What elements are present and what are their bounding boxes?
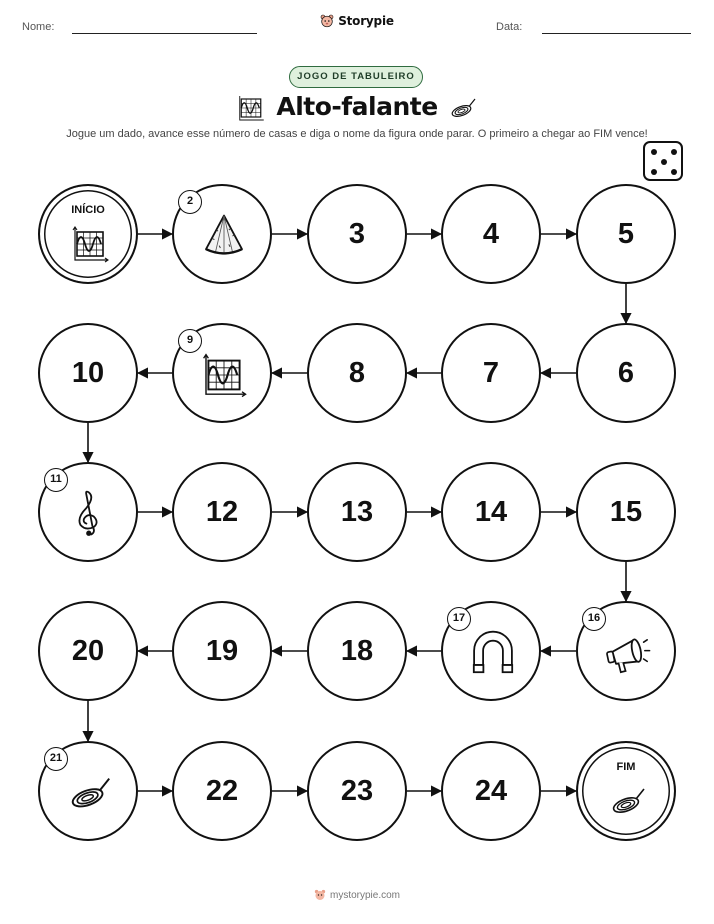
space-number: 4 (482, 217, 500, 250)
space-number-badge: 17 (447, 607, 471, 631)
board-space (38, 323, 138, 423)
board-space (441, 741, 541, 841)
space-number: 13 (340, 495, 374, 528)
board-space (307, 601, 407, 701)
board-space (38, 741, 138, 841)
space-number: 8 (348, 356, 366, 389)
space-number-badge: 9 (178, 329, 202, 353)
page-title: Alto-falante (276, 92, 438, 121)
board-space (307, 184, 407, 284)
footer-site: mystorypie.com (329, 889, 400, 901)
board-space (576, 323, 676, 423)
board-space (576, 462, 676, 562)
brand-name: Storypie (338, 14, 394, 28)
space-number: 10 (71, 356, 105, 389)
space-number-badge: 11 (44, 468, 68, 492)
start-space (38, 184, 138, 284)
space-number-badge: 16 (582, 607, 606, 631)
magnet-icon (469, 629, 517, 682)
treble-clef-icon (66, 490, 114, 543)
space-number: 18 (340, 634, 374, 667)
board-space (172, 184, 272, 284)
space-number: 22 (205, 774, 239, 807)
board-space (38, 601, 138, 701)
space-number: 23 (340, 774, 374, 807)
date-label: Data: (496, 21, 523, 33)
board-space (441, 601, 541, 701)
space-number: 24 (474, 774, 508, 807)
finish-label: FIM (616, 761, 636, 773)
board-space (307, 323, 407, 423)
name-label: Nome: (22, 21, 55, 33)
space-number: 12 (205, 495, 239, 528)
oscilloscope-icon (70, 224, 110, 269)
space-number: 15 (609, 495, 643, 528)
storypie-logo-icon (314, 889, 326, 901)
megaphone-icon (604, 629, 652, 682)
board-space (441, 184, 541, 284)
board-space (441, 323, 541, 423)
space-number: 5 (617, 217, 635, 250)
footer (0, 888, 714, 906)
board-space (441, 462, 541, 562)
cone-icon (200, 212, 248, 265)
space-number-badge: 21 (44, 747, 68, 771)
board-space (172, 741, 272, 841)
finish-space (576, 741, 676, 841)
instructions: Jogue um dado, avance esse número de casas e diga o nome da figura onde parar. O primeiro a chegar ao FIM vence! (66, 128, 648, 140)
board-space (307, 741, 407, 841)
space-number: 19 (205, 634, 239, 667)
start-label: INÍCIO (71, 204, 105, 216)
game-type-badge: JOGO DE TABULEIRO (289, 66, 423, 88)
space-number-badge: 2 (178, 190, 202, 214)
board-space (576, 184, 676, 284)
board-space (172, 323, 272, 423)
space-number: 3 (348, 217, 366, 250)
board-space (172, 462, 272, 562)
space-number: 20 (71, 634, 105, 667)
board-space (38, 462, 138, 562)
space-number: 7 (482, 356, 500, 389)
coil-icon (66, 769, 114, 822)
space-number: 6 (617, 356, 635, 389)
board-space (172, 601, 272, 701)
oscilloscope-icon (200, 351, 248, 404)
board-space (307, 462, 407, 562)
board-space (576, 601, 676, 701)
coil-icon (608, 781, 648, 826)
space-number: 14 (474, 495, 508, 528)
